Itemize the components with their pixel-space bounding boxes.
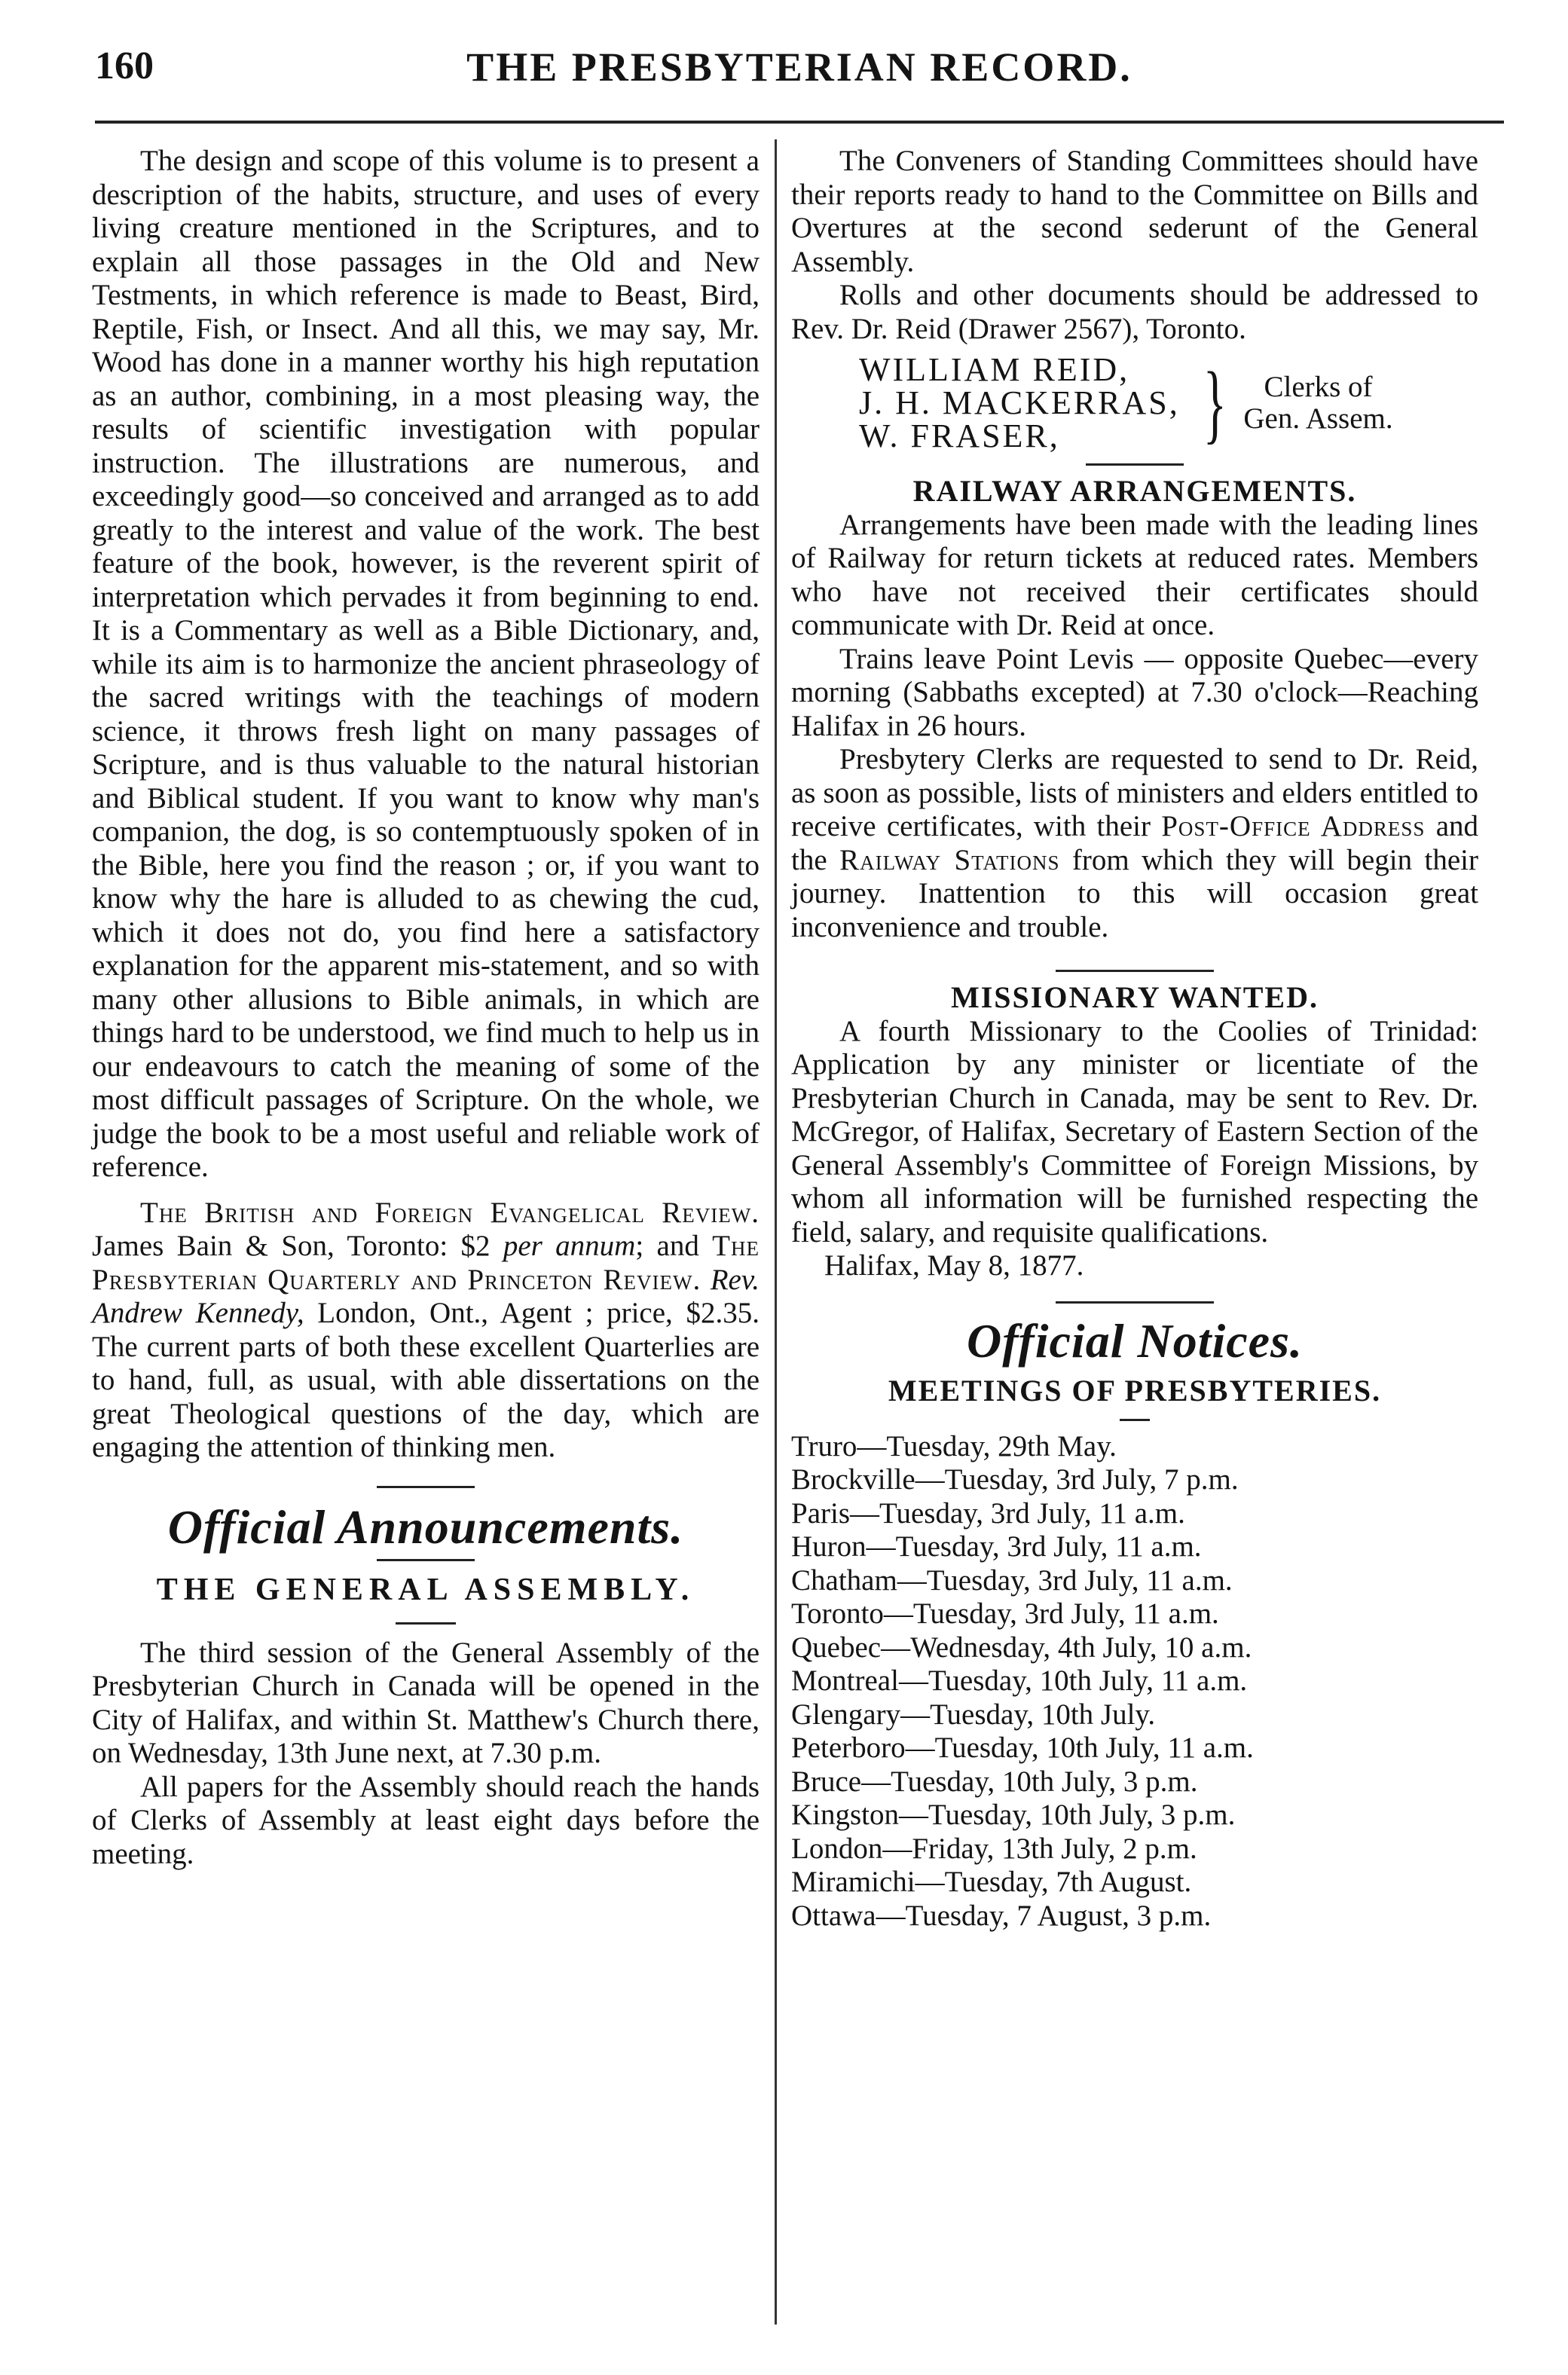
railway-p3-part-a: Presbytery Clerks are requested to send to Dr. Reid, as soon as possible, lists of ministers and elders entitled to receive certificates, with their	[791, 743, 1478, 842]
missionary-date: Halifax, May 8, 1877.	[824, 1249, 1084, 1282]
left-column	[92, 145, 760, 1871]
clerk-name: WILLIAM REID,	[859, 351, 1130, 388]
section-rule	[1120, 1419, 1150, 1421]
meeting-entry: Glengary—Tuesday, 10th July.	[791, 1698, 1156, 1731]
header-rule	[95, 121, 1504, 124]
clerk-name: J. H. MACKERRAS,	[859, 384, 1180, 421]
running-head	[95, 44, 1504, 104]
column-divider	[775, 139, 777, 2325]
british-review-title: The British and Foreign Evangelical Review.	[140, 1196, 760, 1229]
meetings-title: MEETINGS OF PRESBYTERIES.	[888, 1374, 1382, 1408]
railway-paragraph-3	[791, 743, 1478, 944]
page-number: 160	[95, 44, 154, 87]
meeting-entry: Huron—Tuesday, 3rd July, 11 a.m.	[791, 1530, 1202, 1563]
meeting-entry: Peterboro—Tuesday, 10th July, 11 a.m.	[791, 1732, 1254, 1764]
brace-glyph: }	[1203, 353, 1227, 452]
assembly-paragraph-2: All papers for the Assembly should reach the hands of Clerks of Assembly at least eight days before the meeting.	[92, 1770, 760, 1870]
general-assembly-title: THE GENERAL ASSEMBLY.	[156, 1573, 695, 1607]
clerk-names	[859, 353, 1180, 453]
meeting-entry: Truro—Tuesday, 29th May.	[791, 1429, 1117, 1463]
british-review-rest: London, Ont., Agent ; price, $2.35. The current parts of both these excellent Quarterlies are to hand, full, as usual, with able dissertations on the great Theological questions of the day, which are engaging the attention of thinking men.	[92, 1297, 760, 1463]
right-column	[791, 145, 1478, 1933]
clerks-role-line-1: Clerks of	[1264, 371, 1373, 403]
meeting-entry: Quebec—Wednesday, 4th July, 10 a.m.	[791, 1631, 1252, 1664]
clerk-name: W. FRASER,	[859, 417, 1060, 454]
meeting-entry: Kingston—Tuesday, 10th July, 3 p.m.	[791, 1799, 1236, 1831]
section-rule	[1086, 463, 1184, 466]
british-review-notice	[92, 1197, 760, 1465]
section-rule	[377, 1486, 475, 1488]
post-office-address: Post-Office Address	[1161, 810, 1426, 842]
presbytery-meetings-list	[791, 1430, 1478, 1933]
announcements-heading: Official Announcements.	[167, 1499, 684, 1554]
missionary-title: MISSIONARY WANTED.	[950, 980, 1319, 1014]
meeting-entry: Paris—Tuesday, 3rd July, 11 a.m.	[791, 1496, 1185, 1530]
clerks-role	[1243, 371, 1392, 435]
section-rule	[377, 1559, 475, 1561]
clerks-signature	[859, 353, 1478, 453]
section-rule	[1056, 970, 1214, 972]
missionary-paragraph: A fourth Missionary to the Coolies of Trinidad: Application by any minister or licentiate of the Presbyterian Church in Canada, may be sent to Rev. Dr. McGregor, of Halifax, Secretary of Eastern Section of the General Assembly's Committee of Foreign Missions, by whom all information will be furnished respecting the field, salary, and requisite qualifications.	[791, 1014, 1478, 1249]
meeting-entry: Toronto—Tuesday, 3rd July, 11 a.m.	[791, 1597, 1219, 1630]
conveners-paragraph: The Conveners of Standing Committees should have their reports ready to hand to the Committee on Bills and Overtures at the second sederunt of the General Assembly.	[791, 145, 1478, 278]
british-review-sep: ; and	[635, 1230, 713, 1262]
meeting-entry: Bruce—Tuesday, 10th July, 3 p.m.	[791, 1765, 1198, 1798]
rolls-paragraph: Rolls and other documents should be addressed to Rev. Dr. Reid (Drawer 2567), Toronto.	[791, 279, 1478, 345]
railway-stations: Railway Stations	[839, 843, 1060, 876]
meeting-entry: Chatham—Tuesday, 3rd July, 11 a.m.	[791, 1563, 1233, 1597]
meeting-entry: London—Friday, 13th July, 2 p.m.	[791, 1832, 1197, 1865]
railway-paragraph-1: Arrangements have been made with the leading lines of Railway for return tickets at reduced rates. Members who have not received their certificates should communicate with Dr. Reid at once.	[791, 508, 1478, 641]
meeting-entry: Ottawa—Tuesday, 7 August, 3 p.m.	[791, 1899, 1212, 1932]
meeting-entry: Brockville—Tuesday, 3rd July, 7 p.m.	[791, 1463, 1239, 1496]
assembly-paragraph-1: The third session of the General Assembly of the Presbyterian Church in Canada will be opened in the City of Halifax, and within St. Matthew's Church there, on Wednesday, 13th June next, at 7.30 p.m.	[92, 1636, 760, 1769]
per-annum: per annum	[503, 1230, 636, 1262]
railway-p3-part-c: from which they will begin their journey. Inattention to this will occasion great inconvenience and trouble.	[791, 843, 1478, 943]
journal-title: THE PRESBYTERIAN RECORD.	[466, 44, 1132, 90]
clerks-role-line-2: Gen. Assem.	[1243, 402, 1393, 435]
british-review-space	[701, 1264, 710, 1296]
section-rule	[396, 1622, 456, 1625]
meeting-entry: Miramichi—Tuesday, 7th August.	[791, 1866, 1192, 1898]
railway-title: RAILWAY ARRANGEMENTS.	[912, 474, 1357, 508]
section-rule	[1056, 1301, 1214, 1304]
meeting-entry: Montreal—Tuesday, 10th July, 11 a.m.	[791, 1664, 1248, 1697]
notices-heading: Official Notices.	[967, 1313, 1303, 1368]
british-review-publisher: James Bain & Son, Toronto: $2	[92, 1230, 503, 1262]
railway-p3-part-b: and the	[791, 810, 1478, 876]
quarterly-title: The Presbyterian Quarterly and Princeton Review.	[92, 1230, 760, 1296]
agent-name: Rev. Andrew Kennedy,	[92, 1263, 760, 1329]
book-review-paragraph: The design and scope of this volume is to present a description of the habits, structure, and uses of every living creature mentioned in the Scriptures, and to explain all those passages in the Old and New Testments, in which reference is made to Beast, Bird, Reptile, Fish, or Insect. And all this, we may say, Mr. Wood has done in a manner worthy his high reputation as an author, combining, in a most pleasing way, the results of scientific investigation with popular instruction. The illustrations are numerous, and exceedingly good—so conceived and arranged as to add greatly to the interest and value of the work. The best feature of the book, however, is the reverent spirit of interpretation which pervades it from beginning to end. It is a Commentary as well as a Bible Dictionary, and, while its aim is to harmonize the ancient phraseology of the sacred writings with the teachings of modern science, it throws fresh light on many passages of Scripture, and is thus valuable to the natural historian and Biblical student. If you want to know why man's companion, the dog, is so contemptuously spoken of in the Bible, here you find the reason ; or, if you want to know why the hare is alluded to as chewing the cud, which it does not do, you find here a satisfactory explanation for the apparent mis-statement, and so with many other allusions to Bible animals, in which are things hard to be understood, we find much to help us in our endeavours to catch the meaning of some of the most difficult passages of Scripture. On the whole, we judge the book to be a most useful and reliable work of reference.	[92, 145, 760, 1183]
railway-paragraph-2: Trains leave Point Levis — opposite Quebec—every morning (Sabbaths excepted) at 7.30 o'clock—Reaching Halifax in 26 hours.	[791, 642, 1478, 742]
